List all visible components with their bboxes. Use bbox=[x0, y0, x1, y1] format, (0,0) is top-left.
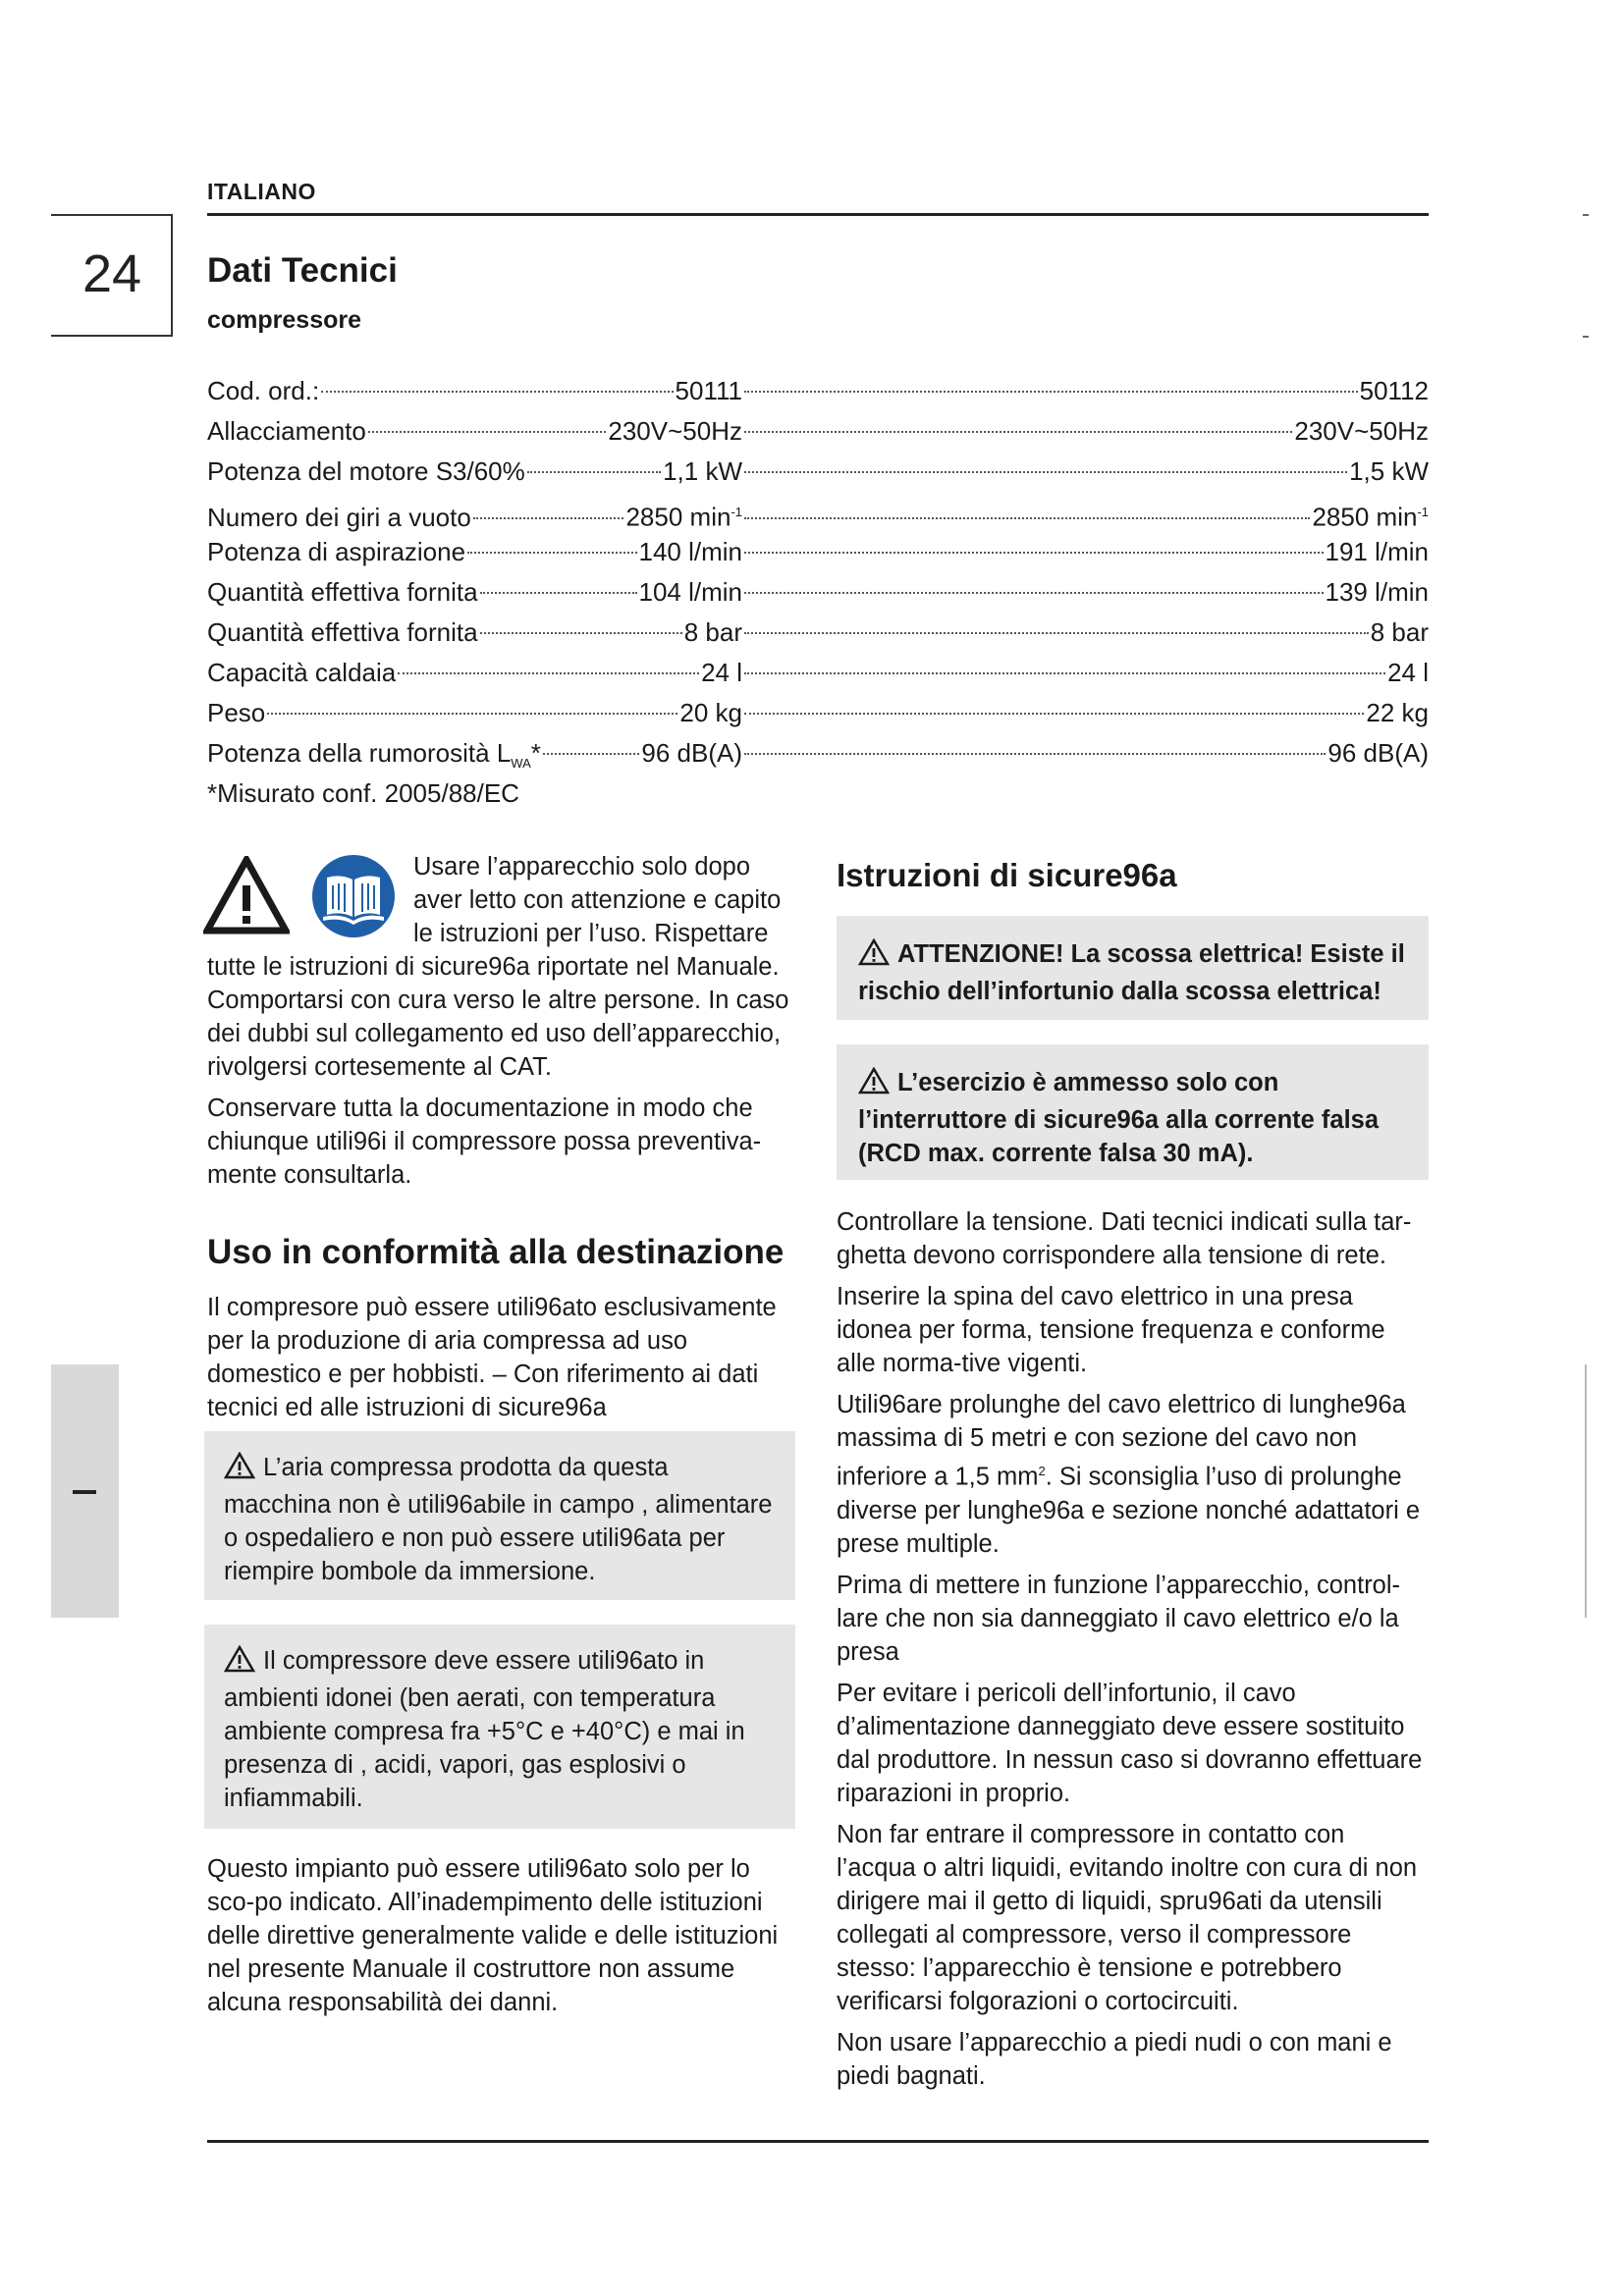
spec-value-2: 24 l bbox=[1387, 658, 1429, 687]
spec-label: Numero dei giri a vuoto bbox=[207, 502, 471, 532]
spec-value-2: 191 l/min bbox=[1325, 537, 1429, 566]
spec-label: Potenza di aspirazione bbox=[207, 537, 466, 566]
spec-value-2: 50112 bbox=[1359, 376, 1429, 405]
spec-label-tail: * bbox=[530, 738, 541, 768]
spec-value-2: 2850 min bbox=[1312, 502, 1418, 532]
warning-icon bbox=[224, 1452, 255, 1488]
spec-value-1: 24 l bbox=[701, 658, 742, 687]
use-paragraph: Il compresore può essere utili96ato esclusivamente per la produzione di aria compressa ad uso domestico e per hobbisti. – Con riferimento ai dati tecnici ed alle istruzioni di sicure96a bbox=[207, 1294, 777, 1421]
spec-row bbox=[207, 371, 1429, 411]
footer-rule bbox=[207, 2140, 1429, 2143]
left-warning-text-1: L’aria compressa prodotta da questa macchina non è utili96abile in campo , alimentare o ospedaliero e non può essere utili96ata per riempire bombole da immersione. bbox=[224, 1454, 773, 1585]
margin-mark bbox=[1585, 1364, 1587, 1618]
spec-value-2: 139 l/min bbox=[1325, 577, 1429, 607]
intro-paragraph-2: Conservare tutta la documentazione in modo che chiunque utili96i il compressore possa preventiva-mente consultarla. bbox=[207, 1095, 762, 1189]
use-heading: Uso in conformità alla destinazione bbox=[207, 1233, 785, 1271]
spec-label: Quantità effettiva fornita bbox=[207, 617, 478, 647]
spec-row bbox=[207, 572, 1429, 613]
spec-value-2-sup: -1 bbox=[1417, 505, 1429, 519]
spec-row bbox=[207, 452, 1429, 492]
spec-value-2: 1,5 kW bbox=[1349, 456, 1429, 486]
spec-row bbox=[207, 693, 1429, 733]
spec-label: Potenza del motore S3/60% bbox=[207, 456, 525, 486]
right-paragraph-5: Per evitare i pericoli dell’infortunio, il cavo d’alimentazione danneggiato deve essere sostituito dal produttore. In nessun caso si dovranno effettuare riparazioni in proprio. bbox=[837, 1679, 1423, 1807]
left-warning-text-2: Il compressore deve essere utili96ato in ambienti idonei (ben aerati, con temperatura ambiente compresa fra +5°C e +40°C) e mai in presenza di , acidi, vapori, gas esplosivi o infiammabili. bbox=[224, 1647, 745, 1812]
right-paragraph-7: Non usare l’apparecchio a piedi nudi o con mani e piedi bagnati. bbox=[837, 2028, 1392, 2090]
spec-value-1: 2850 min bbox=[625, 502, 731, 532]
side-tab-dash bbox=[73, 1490, 96, 1494]
warning-icon bbox=[858, 1067, 890, 1103]
spec-value-1: 8 bar bbox=[683, 617, 742, 647]
right-warning-box-2 bbox=[837, 1044, 1429, 1180]
right-warning-text-1: ATTENZIONE! La scossa elettrica! Esiste il rischio dell’infortunio dalla scossa elettrica! bbox=[858, 940, 1405, 1005]
spec-value-1: 96 dB(A) bbox=[641, 738, 742, 768]
margin-mark bbox=[1583, 214, 1589, 216]
right-paragraph-3: Utili96are prolunghe del cavo elettrico di lunghe96a massima di 5 metri e con sezione del cavo non inferiore a 1,5 $mm^2$. Si sconsiglia l’uso di prolunghe diverse per lunghe96a e sezione nonché adattatori e prese multiple. bbox=[837, 1391, 1421, 1558]
spec-value-2: 230V~50Hz bbox=[1294, 416, 1429, 446]
spec-value-1: 140 l/min bbox=[638, 537, 742, 566]
spec-label: Capacità caldaia bbox=[207, 658, 397, 687]
right-body bbox=[837, 1205, 1431, 2101]
right-paragraph-1: Controllare la tensione. Dati tecnici indicati sulla tar-ghetta devono corrispondere alla tensione di rete. bbox=[837, 1208, 1412, 1269]
left-intro bbox=[207, 850, 801, 1200]
final-paragraph: Questo impianto può essere utili96ato solo per lo sco-po indicato. All’inadempimento delle istituzioni delle direttive generalmente valide e delle istituzioni nel presente Manuale il costruttore non assume alcuna responsabilità dei danni. bbox=[207, 1855, 779, 2016]
spec-label: Quantità effettiva fornita bbox=[207, 577, 478, 607]
spec-value-1: 20 kg bbox=[679, 698, 742, 727]
spec-value-1: 1,1 kW bbox=[663, 456, 742, 486]
safety-heading: Istruzioni di sicure96a bbox=[837, 857, 1177, 893]
spec-row bbox=[207, 532, 1429, 572]
spec-row bbox=[207, 653, 1429, 693]
spec-value-1: 230V~50Hz bbox=[608, 416, 742, 446]
warning-icon bbox=[224, 1645, 255, 1682]
intro-paragraph-1: Usare l’apparecchio solo dopo aver letto con attenzione e capito le istruzioni per l’uso. Rispettare tutte le istruzioni di sicure96a riportate nel Manuale. Comportarsi con cura verso le altre persone. In caso dei dubbi sul collegamento ed uso dell’apparecchio, rivolgersi cortesemente al CAT. bbox=[207, 853, 789, 1081]
right-paragraph-4: Prima di mettere in funzione l’apparecchio, control-lare che non sia danneggiato il cavo elettrico e/o la presa bbox=[837, 1571, 1401, 1666]
spec-value-2: 8 bar bbox=[1370, 617, 1429, 647]
spec-row bbox=[207, 733, 1429, 774]
spec-row bbox=[207, 613, 1429, 653]
spec-label: Peso bbox=[207, 698, 266, 727]
left-warning-box-1 bbox=[204, 1431, 795, 1600]
spec-label: Cod. ord.: bbox=[207, 376, 320, 405]
spec-value-2: 22 kg bbox=[1366, 698, 1429, 727]
right-warning-text-2: L’esercizio è ammesso solo con l’interruttore di sicure96a alla corrente falsa (RCD max. corrente falsa 30 mA). bbox=[858, 1069, 1380, 1167]
spec-value-2: 96 dB(A) bbox=[1327, 738, 1429, 768]
right-paragraph-2: Inserire la spina del cavo elettrico in una presa idonea per forma, tensione frequenza e conforme alle norma-tive vigenti. bbox=[837, 1283, 1385, 1377]
right-warning-box-1 bbox=[837, 916, 1429, 1020]
spec-row bbox=[207, 492, 1429, 532]
right-paragraph-6: Non far entrare il compressore in contatto con l’acqua o altri liquidi, evitando inoltre con cura di non dirigere mai il getto di liquidi, spru96ati da utensili collegati al compressore, verso il compressore stesso: l’apparecchio è tensione e potrebbero verificarsi folgorazioni o cortocircuiti. bbox=[837, 1820, 1418, 2015]
spec-label: Allacciamento bbox=[207, 416, 366, 446]
left-warning-box-2 bbox=[204, 1625, 795, 1829]
margin-mark bbox=[1583, 336, 1589, 338]
spec-value-1: 50111 bbox=[675, 376, 742, 405]
header-rule bbox=[207, 213, 1429, 216]
section-subtitle: compressore bbox=[207, 306, 362, 334]
warning-icon bbox=[858, 938, 890, 975]
specs-table bbox=[207, 371, 1429, 814]
spec-label-sub: WA bbox=[511, 756, 531, 772]
language-label: ITALIANO bbox=[207, 179, 316, 204]
spec-value-1-sup: -1 bbox=[731, 505, 742, 519]
spec-value-1: 104 l/min bbox=[638, 577, 742, 607]
spec-label: Potenza della rumorosità L bbox=[207, 738, 512, 768]
spec-row bbox=[207, 411, 1429, 452]
section-title: Dati Tecnici bbox=[207, 251, 398, 290]
page-number: 24 bbox=[81, 244, 142, 303]
specs-note: *Misurato conf. 2005/88/EC bbox=[207, 778, 519, 808]
